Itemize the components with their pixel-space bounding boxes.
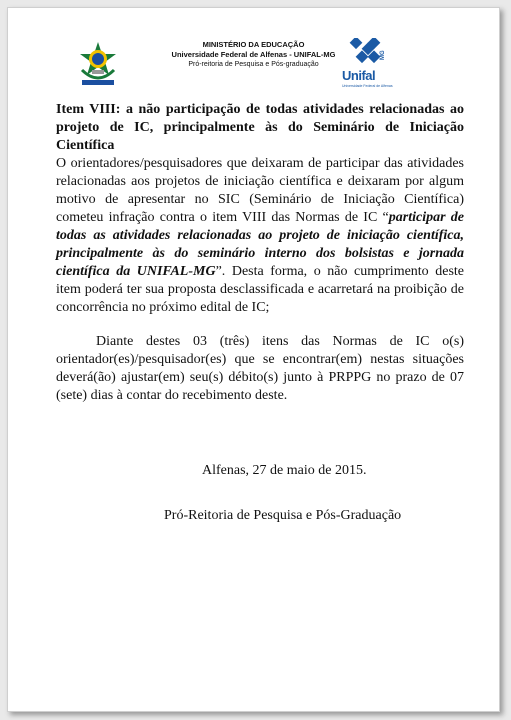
department-name: Pró-reitoria de Pesquisa e Pós-graduação	[188, 61, 319, 68]
quoted-norm-text: participar de todas as atividades relacionadas ao projeto de iniciação científica, principalmente às do seminário interno dos bolsistas e jornada científica da UNIFAL-MG	[56, 210, 464, 279]
item-title: Item VIII: a não participação de todas atividades relacionadas ao projeto de IC, principalmente às do Seminário de Iniciação Científica	[56, 102, 464, 153]
unifal-logo-subtext: Universidade Federal de Alfenas	[342, 84, 393, 88]
paragraph-1-text-b: ”. Desta forma, o não cumprimento deste item poderá ter sua proposta desclassificada e acarretará na proibição de concorrência no próximo edital de IC;	[56, 264, 464, 315]
document-date: Alfenas, 27 de maio de 2015.	[202, 463, 367, 478]
document-page	[7, 7, 500, 712]
paragraph-1	[56, 155, 464, 317]
document-body	[56, 101, 464, 405]
signature-line: Pró-Reitoria de Pesquisa e Pós-Graduação	[164, 508, 402, 523]
paragraph-1-text-a: O orientadores/pesquisadores que deixaram de participar das atividades relacionadas aos projetos de iniciação científica e deixaram por algum motivo de apresentar no SIC (Seminário de Iniciação Científica) cometeu infração contra o item VIII das Normas de IC “	[56, 156, 464, 225]
unifal-logo-text: Unifal	[342, 68, 376, 83]
university-name: Universidade Federal de Alfenas - UNIFAL-MG	[171, 50, 336, 59]
letterhead	[8, 30, 499, 100]
paragraph-2: Diante destes 03 (três) itens das Normas de IC o(s) orientador(es)/pesquisador(es) que se encontrar(em) nestas situações deverá(ão) ajustar(em) seu(s) débito(s) junto à PRPPG no prazo de 07 (sete) dias à contar do recebimento deste.	[56, 334, 464, 403]
ministry-name: MINISTÉRIO DA EDUCAÇÃO	[202, 40, 305, 49]
unifal-logo-side-text: MG	[380, 50, 386, 60]
